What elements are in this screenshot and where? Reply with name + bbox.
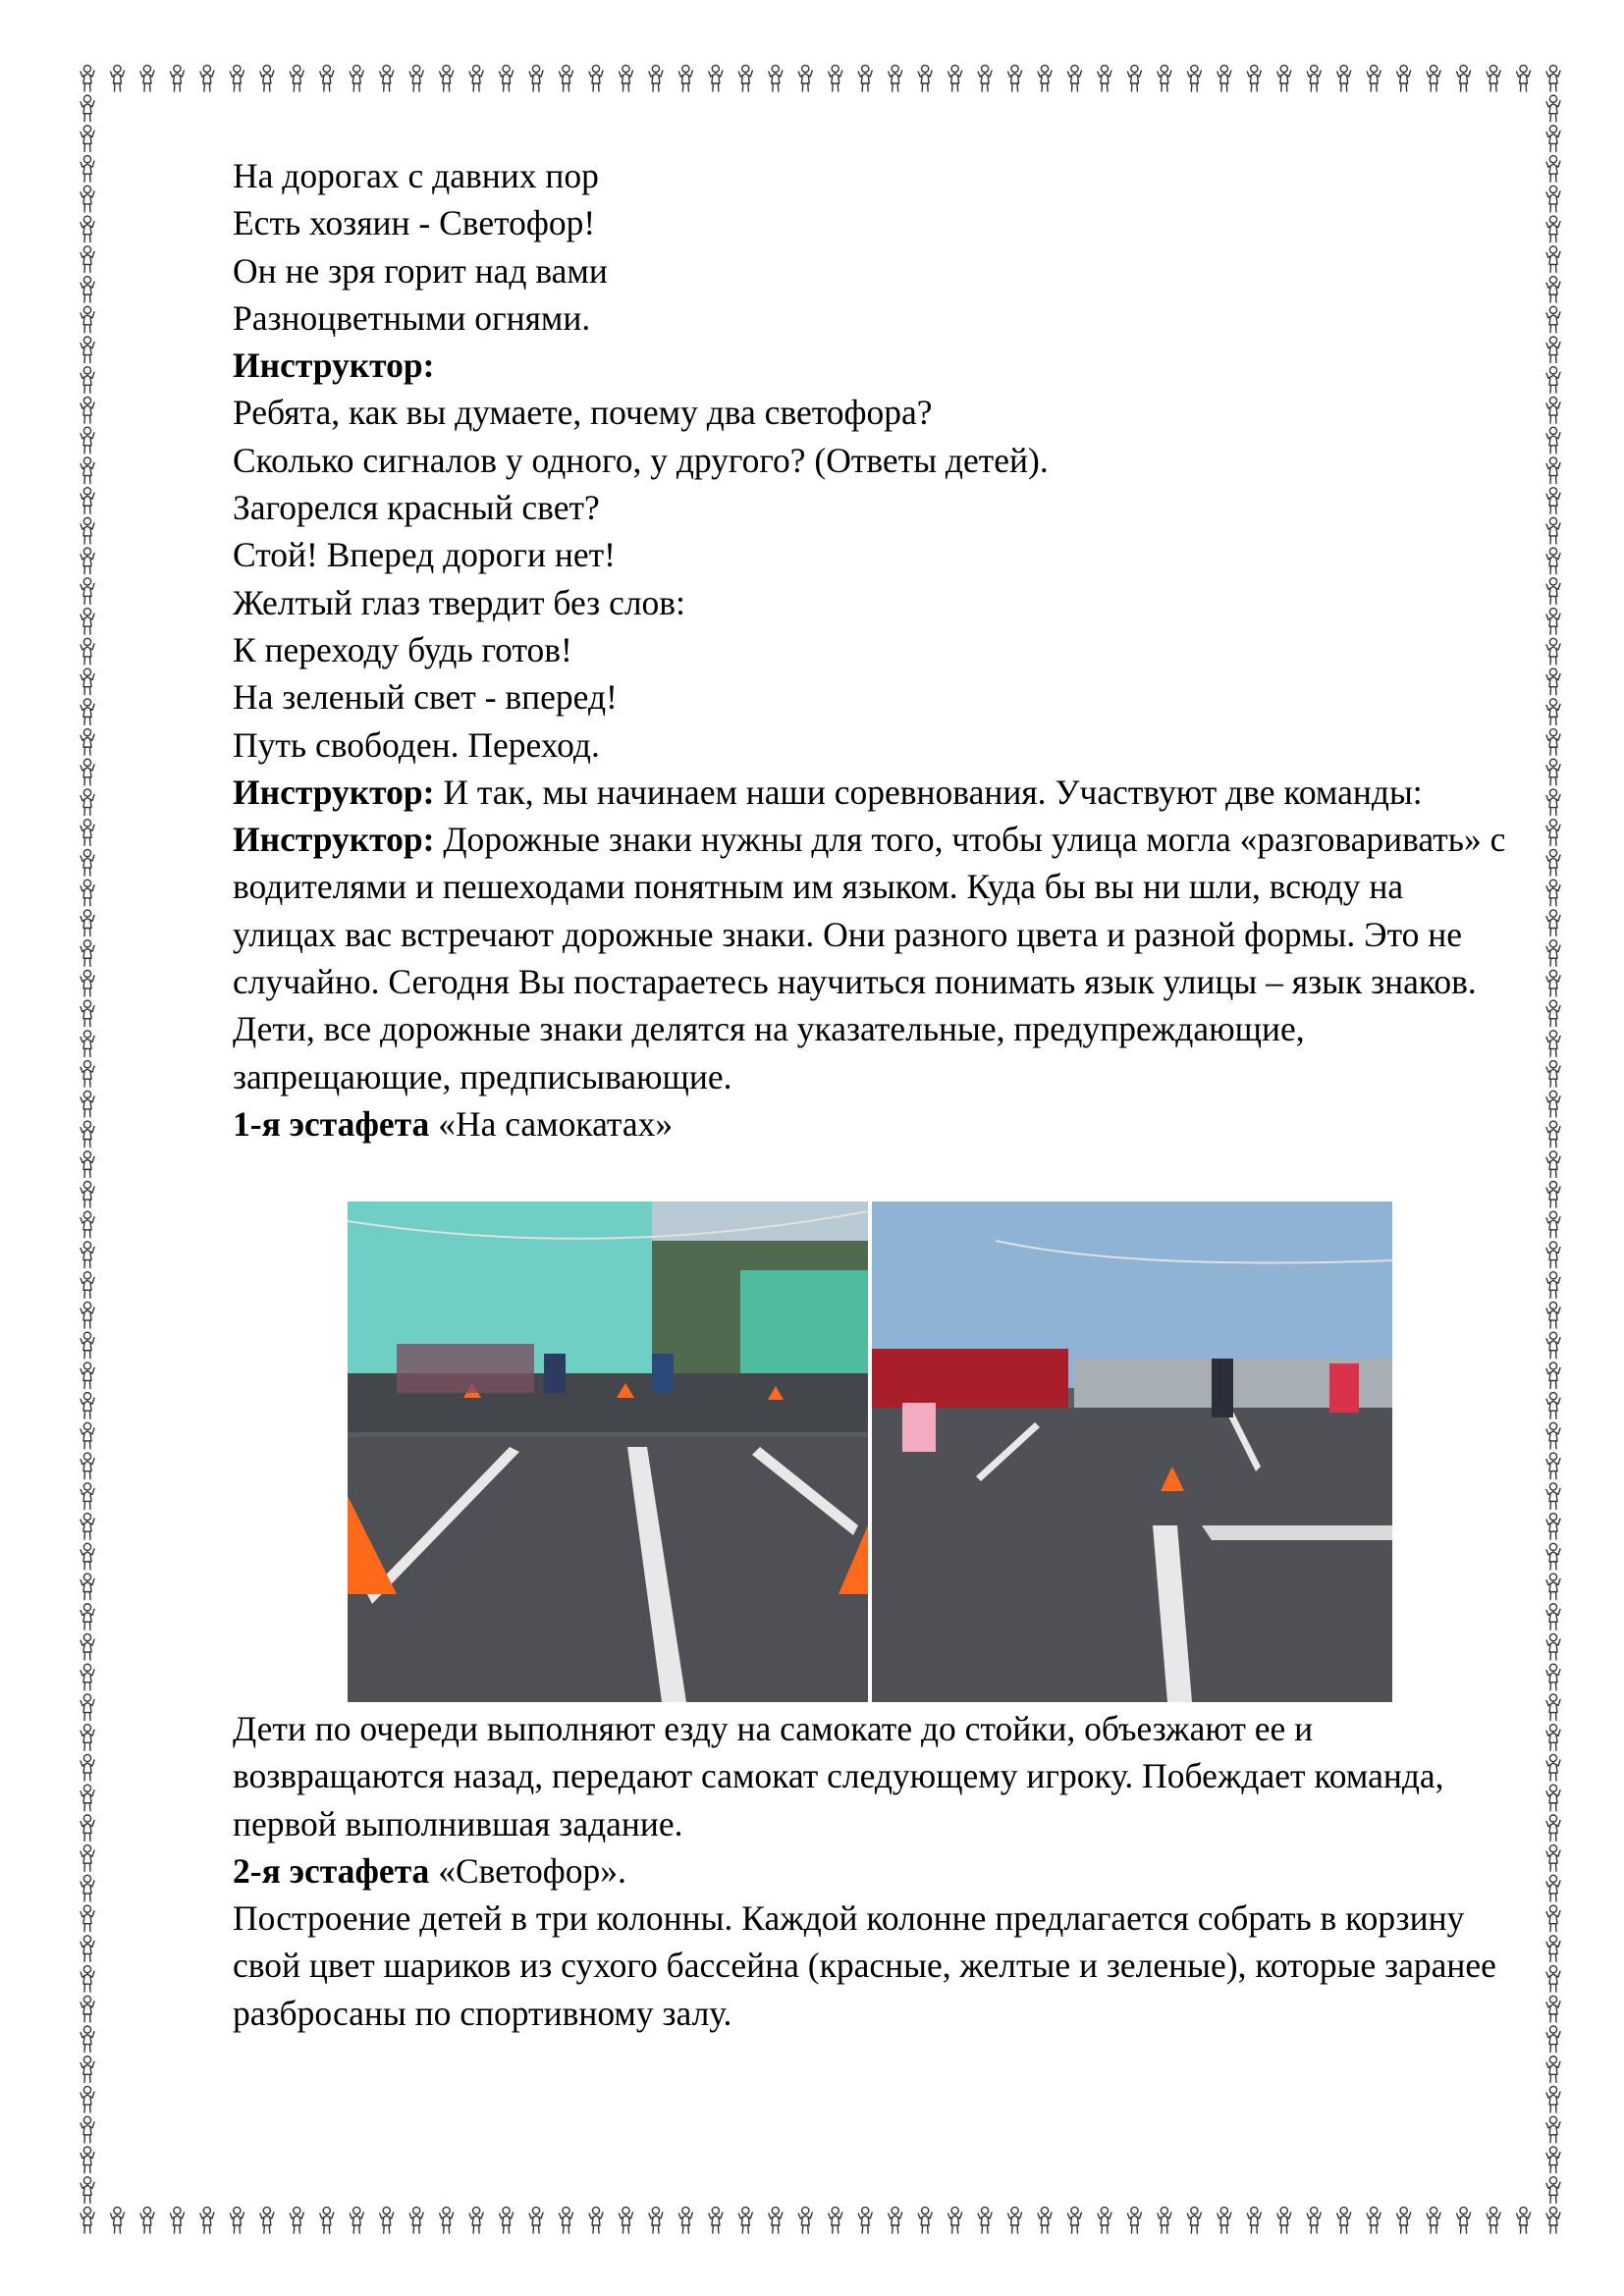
kid-icon <box>649 2207 663 2233</box>
kid-icon <box>1546 186 1560 212</box>
kid-icon <box>619 65 632 91</box>
kid-icon <box>81 1061 94 1088</box>
kid-icon <box>81 2207 94 2233</box>
kid-icon <box>829 65 842 91</box>
kid-icon <box>81 609 94 635</box>
relay-2-heading <box>233 1847 1509 1895</box>
kid-icon <box>1546 578 1560 605</box>
kid-icon <box>81 65 94 91</box>
kid-icon <box>1546 397 1560 423</box>
poem-line: Разноцветными огнями. <box>233 297 591 338</box>
kid-icon <box>469 65 483 91</box>
kid-icon <box>81 306 94 333</box>
kid-icon <box>1546 940 1560 967</box>
kid-icon <box>81 1272 94 1299</box>
kid-icon <box>1457 65 1471 91</box>
kid-icon <box>1008 2207 1022 2233</box>
kid-icon <box>1546 517 1560 544</box>
kid-icon <box>1337 65 1351 91</box>
kid-icon <box>140 65 154 91</box>
kid-icon <box>81 1785 94 1811</box>
kid-icon <box>1546 65 1560 91</box>
page-text-top <box>233 152 1509 1148</box>
kid-icon <box>1546 1483 1560 1510</box>
kid-icon <box>81 367 94 394</box>
kid-icon <box>1397 2207 1411 2233</box>
kid-icon <box>81 548 94 574</box>
kid-icon <box>1546 820 1560 846</box>
kid-icon <box>1098 65 1111 91</box>
kid-icon <box>170 2207 184 2233</box>
photo-right <box>872 1201 1392 1702</box>
kid-icon <box>81 1211 94 1238</box>
kid-icon <box>81 1936 94 1962</box>
kid-icon <box>81 1633 94 1660</box>
kid-icon <box>1546 1453 1560 1479</box>
kid-icon <box>81 126 94 152</box>
kid-icon <box>1546 1543 1560 1570</box>
kid-icon <box>230 2207 244 2233</box>
kid-icon <box>140 2207 154 2233</box>
kid-icon <box>81 1754 94 1781</box>
kid-icon <box>81 1996 94 2022</box>
kid-icon <box>1546 2056 1560 2083</box>
kid-icon <box>678 2207 692 2233</box>
kid-icon <box>829 2207 842 2233</box>
kid-icon <box>1546 95 1560 122</box>
kid-icon <box>1427 65 1440 91</box>
kid-icon <box>1546 699 1560 725</box>
kid-icon <box>1546 216 1560 242</box>
poem-line: Путь свободен. Переход. <box>233 724 600 765</box>
kid-icon <box>81 2177 94 2204</box>
kid-icon <box>81 1514 94 1540</box>
kid-icon <box>1546 729 1560 756</box>
kid-icon <box>81 1302 94 1328</box>
relay-1-title: «На самокатах» <box>429 1103 674 1144</box>
kid-icon <box>81 1031 94 1057</box>
kid-icon <box>500 2207 514 2233</box>
kid-icon <box>81 1725 94 1751</box>
kid-icon <box>858 65 872 91</box>
kid-icon <box>81 849 94 876</box>
kid-icon <box>81 759 94 785</box>
kid-icon <box>380 65 394 91</box>
kid-icon <box>1337 2207 1351 2233</box>
kid-icon <box>1367 65 1380 91</box>
poem-line: Желтый глаз твердит без слов: <box>233 582 685 622</box>
kid-icon <box>81 1574 94 1600</box>
kid-icon <box>81 2147 94 2173</box>
kid-icon <box>1127 2207 1141 2233</box>
kid-icon <box>81 820 94 846</box>
kid-icon <box>1546 1061 1560 1088</box>
kid-icon <box>81 940 94 967</box>
kid-icon <box>1546 1151 1560 1178</box>
kid-icon <box>1546 609 1560 635</box>
kid-icon <box>1098 2207 1111 2233</box>
kid-icon <box>1546 849 1560 876</box>
relay-1-heading <box>233 1100 1509 1148</box>
kid-icon <box>81 1332 94 1359</box>
kid-icon <box>529 2207 543 2233</box>
kid-icon <box>1218 65 1231 91</box>
kid-icon <box>440 2207 454 2233</box>
poem-line: Загорелся красный свет? <box>233 488 600 528</box>
kid-icon <box>200 65 214 91</box>
kid-icon <box>81 427 94 454</box>
kid-icon <box>1158 2207 1171 2233</box>
kid-icon <box>81 337 94 363</box>
kid-icon <box>500 65 514 91</box>
kid-icon <box>81 95 94 122</box>
kid-icon <box>81 1875 94 1901</box>
kid-icon <box>1546 1514 1560 1540</box>
kid-icon <box>81 699 94 725</box>
kid-icon <box>948 65 962 91</box>
poem-line: На дорогах с давних пор <box>233 156 599 195</box>
kid-icon <box>1546 548 1560 574</box>
kid-icon <box>81 186 94 212</box>
kid-icon <box>1546 2086 1560 2112</box>
kid-icon <box>1546 306 1560 333</box>
kid-icon <box>1546 277 1560 303</box>
kid-icon <box>81 1664 94 1690</box>
kid-icon <box>81 578 94 605</box>
kid-icon <box>738 2207 752 2233</box>
kid-icon <box>81 1362 94 1389</box>
kid-icon <box>290 2207 303 2233</box>
kid-icon <box>81 1453 94 1479</box>
kid-icon <box>350 2207 363 2233</box>
kid-icon <box>81 1845 94 1872</box>
photo-left <box>348 1201 868 1702</box>
poem-line: Он не зря горит над вами <box>233 250 608 291</box>
kid-icon <box>1546 638 1560 665</box>
kid-icon <box>1546 1785 1560 1811</box>
kid-icon <box>1546 1181 1560 1207</box>
kid-icon <box>798 2207 812 2233</box>
page-text-bottom <box>233 1705 1509 2037</box>
kid-icon <box>1247 65 1261 91</box>
kid-icon <box>858 2207 872 2233</box>
relay-2-title: «Светофор». <box>429 1850 626 1891</box>
kid-icon <box>1546 488 1560 514</box>
kid-icon <box>1546 337 1560 363</box>
kid-icon <box>1187 2207 1201 2233</box>
kid-icon <box>1546 156 1560 183</box>
kid-icon <box>110 65 124 91</box>
kid-icon <box>81 910 94 936</box>
kid-icon <box>1546 1905 1560 1932</box>
kid-icon <box>81 1543 94 1570</box>
kid-icon <box>81 638 94 665</box>
paragraph-text: И так, мы начинаем наши соревнования. Участвуют две команды: <box>434 772 1423 812</box>
kid-icon <box>948 2207 962 2233</box>
poem-line: Есть хозяин - Светофор! <box>233 203 596 243</box>
kid-icon <box>1546 1362 1560 1389</box>
kid-icon <box>978 2207 992 2233</box>
poem-line: На зеленый свет - вперед! <box>233 677 618 718</box>
kid-icon <box>1546 668 1560 695</box>
kid-icon <box>81 1121 94 1148</box>
kid-icon <box>81 1966 94 1993</box>
kid-icon <box>1427 2207 1440 2233</box>
kid-icon <box>81 1694 94 1721</box>
kid-icon <box>1367 2207 1380 2233</box>
kid-icon <box>440 65 454 91</box>
kid-icon <box>81 789 94 816</box>
kid-icon <box>1546 2177 1560 2204</box>
paragraph-signs <box>233 816 1509 1100</box>
kid-icon <box>798 65 812 91</box>
kid-icon <box>81 880 94 906</box>
kid-icon <box>1457 2207 1471 2233</box>
kid-icon <box>81 246 94 273</box>
kid-icon <box>81 1000 94 1027</box>
kid-icon <box>81 1242 94 1268</box>
kid-icon <box>81 2056 94 2083</box>
kid-icon <box>320 2207 334 2233</box>
kid-icon <box>1546 1725 1560 1751</box>
kid-icon <box>1307 65 1321 91</box>
kid-icon <box>1546 1393 1560 1419</box>
kid-icon <box>1546 2207 1560 2233</box>
kid-icon <box>1067 2207 1081 2233</box>
paragraph-relay-1: Дети по очереди выполняют езду на самокате до стойки, объезжают ее и возвращаются назад, передают самокат следующему игроку. Побеждает команда, первой выполнившая задание. <box>233 1709 1444 1843</box>
kid-icon <box>1546 1875 1560 1901</box>
kid-icon <box>769 65 783 91</box>
kid-icon <box>1546 970 1560 996</box>
kid-icon <box>81 1422 94 1449</box>
poem-line: Сколько сигналов у одного, у другого? (Ответы детей). <box>233 440 1049 480</box>
kid-icon <box>1546 1936 1560 1962</box>
kid-icon <box>1067 65 1081 91</box>
kid-icon <box>1546 457 1560 484</box>
kid-icon <box>1546 1845 1560 1872</box>
kid-icon <box>200 2207 214 2233</box>
kid-icon <box>738 65 752 91</box>
kid-icon <box>81 277 94 303</box>
kid-icon <box>409 2207 423 2233</box>
kid-icon <box>1127 65 1141 91</box>
kid-icon <box>320 65 334 91</box>
kid-icon <box>81 488 94 514</box>
kid-icon <box>110 2207 124 2233</box>
kid-icon <box>81 1393 94 1419</box>
kid-icon <box>1546 1996 1560 2022</box>
kid-icon <box>81 517 94 544</box>
kid-icon <box>1487 65 1500 91</box>
paragraph-relay-2: Построение детей в три колонны. Каждой колонне предлагается собрать в корзину свой цвет шариков из сухого бассейна (красные, желтые и зеленые), которые заранее разбросаны по спортивному залу. <box>233 1898 1496 2033</box>
kid-icon <box>1487 2207 1500 2233</box>
kid-icon <box>1546 1121 1560 1148</box>
kid-icon <box>81 397 94 423</box>
kid-icon <box>409 65 423 91</box>
kid-icon <box>81 457 94 484</box>
kid-icon <box>81 1091 94 1117</box>
kid-icon <box>260 65 274 91</box>
kid-icon <box>1546 1332 1560 1359</box>
kid-icon <box>1247 2207 1261 2233</box>
poem-line: К переходу будь готов! <box>233 629 572 669</box>
instructor-label: Инструктор: <box>233 772 435 812</box>
kid-icon <box>81 1151 94 1178</box>
kid-icon <box>230 65 244 91</box>
kid-icon <box>1546 2116 1560 2143</box>
kid-icon <box>649 65 663 91</box>
kid-icon <box>1158 65 1171 91</box>
kid-icon <box>589 65 603 91</box>
kid-icon <box>81 729 94 756</box>
kid-icon <box>81 1905 94 1932</box>
kid-icon <box>918 2207 932 2233</box>
kid-icon <box>678 65 692 91</box>
kid-icon <box>1546 367 1560 394</box>
kid-icon <box>1546 1754 1560 1781</box>
kid-icon <box>469 2207 483 2233</box>
kid-icon <box>918 65 932 91</box>
kid-icon <box>81 216 94 242</box>
kid-icon <box>560 65 573 91</box>
kid-icon <box>619 2207 632 2233</box>
kid-icon <box>1546 759 1560 785</box>
kid-icon <box>1397 65 1411 91</box>
poem-line: Стой! Вперед дороги нет! <box>233 535 616 575</box>
kid-icon <box>81 156 94 183</box>
kid-icon <box>1546 1031 1560 1057</box>
kid-icon <box>1546 880 1560 906</box>
kid-icon <box>1546 910 1560 936</box>
kid-icon <box>1546 1272 1560 1299</box>
kid-icon <box>1038 2207 1052 2233</box>
kid-icon <box>1546 1422 1560 1449</box>
kid-icon <box>1546 789 1560 816</box>
kid-icon <box>889 2207 902 2233</box>
kid-icon <box>1546 1211 1560 1238</box>
kid-icon <box>81 2026 94 2053</box>
kid-icon <box>1277 2207 1291 2233</box>
kid-icon <box>1546 1242 1560 1268</box>
kid-icon <box>1187 65 1201 91</box>
kid-icon <box>1546 1604 1560 1630</box>
kid-icon <box>1546 2026 1560 2053</box>
kid-icon <box>81 2116 94 2143</box>
kid-icon <box>81 1815 94 1842</box>
kid-icon <box>81 1604 94 1630</box>
kid-icon <box>1546 126 1560 152</box>
paragraph-text: Дорожные знаки нужны для того, чтобы улица могла «разговаривать» с водителями и пешеходами понятным им языком. Куда бы вы ни шли, всюду на улицах вас встречают дорожные знаки. Они разного цвета и разной формы. Это не случайно. Сегодня Вы постараетесь научиться понимать язык улицы – язык знаков. Дети, все дорожные знаки делятся на указательные, предупреждающие, запрещающие, предписывающие. <box>233 820 1506 1096</box>
poem-line: Ребята, как вы думаете, почему два светофора? <box>233 393 933 433</box>
kid-icon <box>290 65 303 91</box>
kid-icon <box>889 65 902 91</box>
kid-icon <box>1546 427 1560 454</box>
kid-icon <box>260 2207 274 2233</box>
kid-icon <box>350 65 363 91</box>
kid-icon <box>1546 2147 1560 2173</box>
kid-icon <box>1546 1302 1560 1328</box>
relay-1-label: 1-я эстафета <box>233 1103 430 1144</box>
kid-icon <box>1546 1091 1560 1117</box>
kid-icon <box>1008 65 1022 91</box>
relay-2-label: 2-я эстафета <box>233 1850 430 1891</box>
kid-icon <box>1546 1633 1560 1660</box>
kid-icon <box>380 2207 394 2233</box>
kid-icon <box>1546 1000 1560 1027</box>
kid-icon <box>709 2207 723 2233</box>
instructor-label: Инструктор: <box>233 820 435 860</box>
kid-icon <box>1517 65 1531 91</box>
relay-photos <box>348 1201 1392 1702</box>
kid-icon <box>978 65 992 91</box>
kid-icon <box>81 668 94 695</box>
kid-icon <box>170 65 184 91</box>
kid-icon <box>81 970 94 996</box>
kid-icon <box>1546 246 1560 273</box>
kid-icon <box>1517 2207 1531 2233</box>
kid-icon <box>81 1483 94 1510</box>
kid-icon <box>560 2207 573 2233</box>
kid-icon <box>81 1181 94 1207</box>
kid-icon <box>1277 65 1291 91</box>
kid-icon <box>589 2207 603 2233</box>
kid-icon <box>1546 1815 1560 1842</box>
instructor-heading <box>233 342 1509 389</box>
kid-icon <box>1546 1966 1560 1993</box>
kid-icon <box>1546 1664 1560 1690</box>
kid-icon <box>1307 2207 1321 2233</box>
instructor-label: Инструктор: <box>233 346 435 386</box>
kid-icon <box>529 65 543 91</box>
paragraph-start <box>233 769 1509 816</box>
kid-icon <box>1218 2207 1231 2233</box>
kid-icon <box>709 65 723 91</box>
kid-icon <box>1038 65 1052 91</box>
kid-icon <box>81 2086 94 2112</box>
kid-icon <box>769 2207 783 2233</box>
kid-icon <box>1546 1574 1560 1600</box>
kid-icon <box>1546 1694 1560 1721</box>
